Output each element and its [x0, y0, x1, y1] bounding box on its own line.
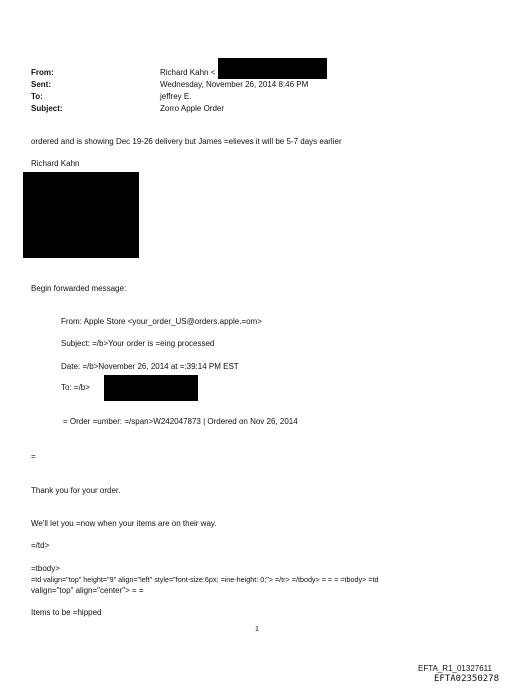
forwarded-date: Date: =/b>November 26, 2014 at =:39:14 PM EST [61, 362, 239, 371]
sent-label: Sent: [31, 80, 51, 89]
redaction-forwarded-to [104, 375, 198, 401]
thanks-line: Thank you for your order. [31, 486, 121, 495]
forwarded-to: To: =/b> [61, 383, 90, 392]
from-value: Richard Kahn < [160, 68, 216, 77]
body-line: ordered and is showing Dec 19-26 delivery but James =elieves it will be 5-7 days earlier [31, 137, 342, 146]
redaction-from-email [218, 58, 327, 79]
subject-value: Zorro Apple Order [160, 104, 225, 113]
sent-value: Wednesday, November 26, 2014 8:46 PM [160, 80, 309, 89]
forwarded-intro: Begin forwarded message: [31, 284, 127, 293]
from-label: From: [31, 68, 54, 77]
tbody-line: =tbody> [31, 564, 60, 573]
bates-number-1: EFTA_R1_01327611 [418, 664, 492, 673]
notify-line: We'll let you =now when your items are on their way. [31, 519, 217, 528]
items-line: Items to be =hipped [31, 608, 102, 617]
td-close-line: =/td> [31, 541, 50, 550]
redaction-signature-block [23, 172, 139, 258]
to-label: To: [31, 92, 43, 101]
equals-mark: = [31, 452, 36, 461]
order-line: = Order =umber: =/span>W242047873 | Ordered on Nov 26, 2014 [63, 417, 298, 426]
forwarded-from: From: Apple Store <your_order_US@orders.apple.=om> [61, 317, 262, 326]
page-number: 1 [255, 626, 259, 633]
forwarded-subject: Subject: =/b>Your order is =eing processed [61, 339, 215, 348]
to-value: jeffrey E. [160, 92, 192, 101]
signature: Richard Kahn [31, 159, 80, 168]
subject-label: Subject: [31, 104, 63, 113]
bates-number-2: EFTA02350278 [434, 674, 500, 684]
code-line-2: valign="top" align="center"> = = [31, 586, 144, 595]
code-line-1: =td valign="top" height="9" align="left" style="font-size:6px; =ine-height: 0;"> =/tr> =/tbody> = = = =tbody> =td [31, 575, 379, 584]
